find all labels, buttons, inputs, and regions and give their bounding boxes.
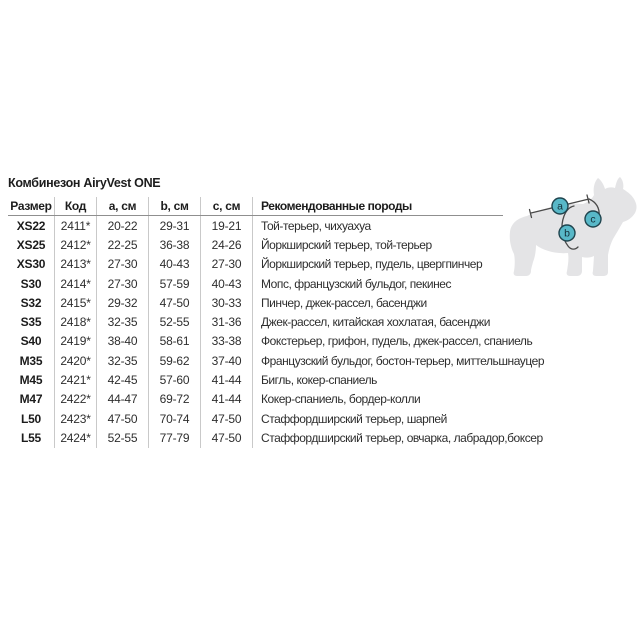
cell-code: 2415* xyxy=(55,293,97,312)
marker-b-label: b xyxy=(564,227,570,240)
cell-code: 2422* xyxy=(55,390,97,409)
cell-a-cm: 47-50 xyxy=(97,409,149,428)
cell-b-cm: 70-74 xyxy=(149,409,201,428)
cell-c-cm: 30-33 xyxy=(201,293,253,312)
cell-a-cm: 22-25 xyxy=(97,235,149,254)
page-title: Комбинезон AiryVest ONE xyxy=(8,176,161,190)
cell-code: 2413* xyxy=(55,255,97,274)
cell-breeds: Йоркширский терьер, пудель, цвергпинчер xyxy=(261,257,483,272)
cell-breeds: Пинчер, джек-рассел, басенджи xyxy=(261,295,427,310)
cell-size: XS25 xyxy=(8,235,55,254)
table-row xyxy=(8,312,503,331)
cell-a-cm: 42-45 xyxy=(97,370,149,389)
table-row xyxy=(8,409,503,428)
cell-c-cm: 41-44 xyxy=(201,390,253,409)
cell-size: M35 xyxy=(8,351,55,370)
cell-c-cm: 47-50 xyxy=(201,428,253,447)
cell-b-cm: 77-79 xyxy=(149,428,201,447)
marker-b xyxy=(559,225,575,241)
cell-code: 2419* xyxy=(55,332,97,351)
table-row xyxy=(8,428,543,447)
cell-a-cm: 27-30 xyxy=(97,255,149,274)
cell-b-cm: 52-55 xyxy=(149,312,201,331)
cell-a-cm: 20-22 xyxy=(97,216,149,235)
cell-b-cm: 69-72 xyxy=(149,390,201,409)
cell-size: S32 xyxy=(8,293,55,312)
cell-breeds: Йоркширский терьер, той-терьер xyxy=(261,237,432,252)
cell-c-cm: 40-43 xyxy=(201,274,253,293)
table-row xyxy=(8,255,503,274)
cell-size: S35 xyxy=(8,312,55,331)
cell-b-cm: 40-43 xyxy=(149,255,201,274)
cell-a-cm: 27-30 xyxy=(97,274,149,293)
table-row xyxy=(8,216,503,235)
cell-a-cm: 38-40 xyxy=(97,332,149,351)
cell-breeds: Джек-рассел, китайская хохлатая, басенджи xyxy=(261,315,490,330)
cell-b-cm: 47-50 xyxy=(149,293,201,312)
dog-measurement-diagram xyxy=(504,170,640,284)
cell-size: XS22 xyxy=(8,216,55,235)
cell-c-cm: 31-36 xyxy=(201,312,253,331)
cell-a-cm: 32-35 xyxy=(97,351,149,370)
cell-code: 2424* xyxy=(55,428,97,447)
cell-size: M47 xyxy=(8,390,55,409)
marker-c xyxy=(585,211,601,227)
marker-a xyxy=(552,198,568,214)
cell-a-cm: 44-47 xyxy=(97,390,149,409)
cell-b-cm: 59-62 xyxy=(149,351,201,370)
header-breeds: Рекомендованные породы xyxy=(261,199,412,213)
table-header-row xyxy=(8,197,503,216)
cell-breeds: Стаффордширский терьер, шарпей xyxy=(261,411,447,426)
cell-c-cm: 37-40 xyxy=(201,351,253,370)
cell-size: M45 xyxy=(8,370,55,389)
cell-code: 2412* xyxy=(55,235,97,254)
header-code: Код xyxy=(55,197,97,215)
cell-b-cm: 29-31 xyxy=(149,216,201,235)
cell-a-cm: 32-35 xyxy=(97,312,149,331)
cell-c-cm: 33-38 xyxy=(201,332,253,351)
cell-c-cm: 24-26 xyxy=(201,235,253,254)
cell-b-cm: 57-59 xyxy=(149,274,201,293)
cell-c-cm: 27-30 xyxy=(201,255,253,274)
marker-a-label: a xyxy=(557,200,563,213)
table-row xyxy=(8,332,533,351)
cell-breeds: Мопс, французский бульдог, пекинес xyxy=(261,276,452,291)
cell-breeds: Французский бульдог, бостон-терьер, миттельшнауцер xyxy=(261,353,545,368)
cell-code: 2420* xyxy=(55,351,97,370)
cell-c-cm: 47-50 xyxy=(201,409,253,428)
cell-size: XS30 xyxy=(8,255,55,274)
dog-silhouette-image xyxy=(510,177,637,276)
cell-size: L55 xyxy=(8,428,55,447)
size-table xyxy=(8,197,545,448)
cell-b-cm: 57-60 xyxy=(149,370,201,389)
cell-code: 2418* xyxy=(55,312,97,331)
cell-a-cm: 52-55 xyxy=(97,428,149,447)
cell-breeds: Той-терьер, чихуахуа xyxy=(261,218,371,233)
table-row xyxy=(8,390,503,409)
table-row xyxy=(8,351,545,370)
marker-c-label: c xyxy=(590,213,596,226)
cell-code: 2423* xyxy=(55,409,97,428)
header-b-cm: b, см xyxy=(149,197,201,215)
cell-breeds: Бигль, кокер-спаниель xyxy=(261,373,377,388)
header-size: Размер xyxy=(8,197,55,215)
header-c-cm: c, см xyxy=(201,197,253,215)
cell-c-cm: 19-21 xyxy=(201,216,253,235)
table-row xyxy=(8,293,503,312)
cell-code: 2414* xyxy=(55,274,97,293)
table-row xyxy=(8,370,503,389)
cell-code: 2421* xyxy=(55,370,97,389)
size-table-body xyxy=(8,216,545,448)
cell-breeds: Кокер-спаниель, бордер-колли xyxy=(261,392,421,407)
table-row xyxy=(8,235,503,254)
cell-c-cm: 41-44 xyxy=(201,370,253,389)
cell-breeds: Фокстерьер, грифон, пудель, джек-рассел, спаниель xyxy=(261,334,533,349)
cell-size: S40 xyxy=(8,332,55,351)
cell-size: S30 xyxy=(8,274,55,293)
cell-code: 2411* xyxy=(55,216,97,235)
cell-breeds: Стаффордширский терьер, овчарка, лабрадор,боксер xyxy=(261,430,543,445)
cell-b-cm: 58-61 xyxy=(149,332,201,351)
table-row xyxy=(8,274,503,293)
header-a-cm: a, см xyxy=(97,197,149,215)
cell-b-cm: 36-38 xyxy=(149,235,201,254)
cell-size: L50 xyxy=(8,409,55,428)
cell-a-cm: 29-32 xyxy=(97,293,149,312)
